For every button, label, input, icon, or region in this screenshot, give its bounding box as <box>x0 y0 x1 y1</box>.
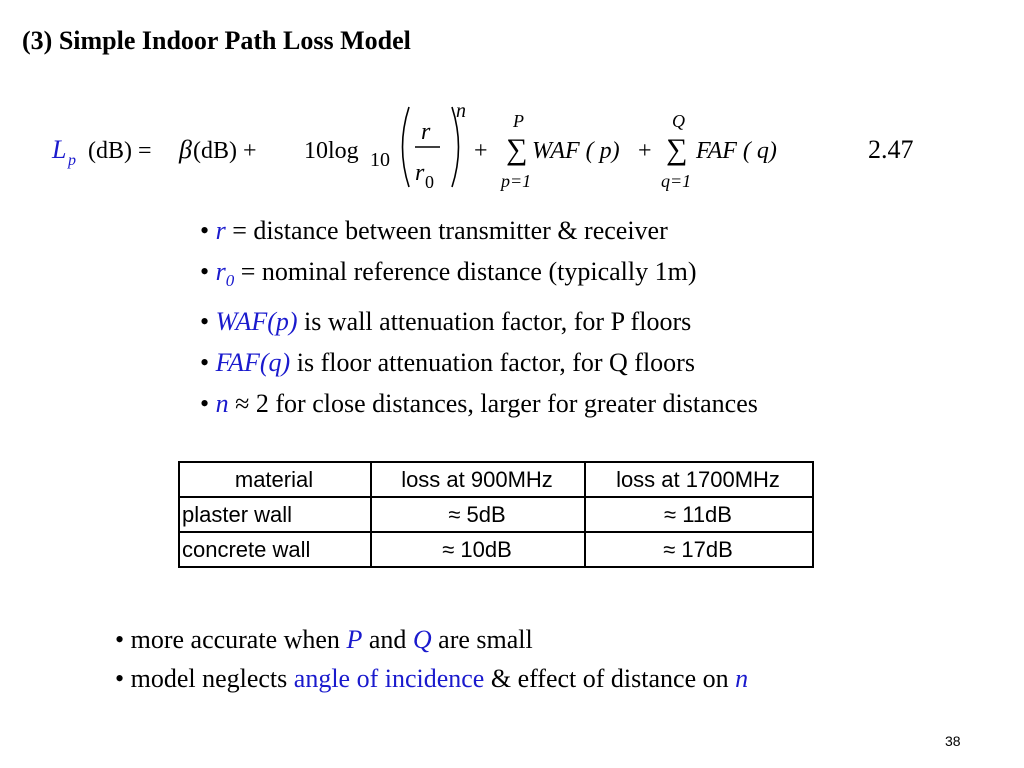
bullet-symbol: r <box>215 257 226 286</box>
table-header-cell: loss at 900MHz <box>371 462 585 497</box>
note-item <box>115 659 748 698</box>
sum2-upper: Q <box>672 111 685 131</box>
lhs-subscript: p <box>68 152 76 169</box>
sum1-upper: P <box>513 111 524 131</box>
bullet-item: • $r_0$ = nominal reference distance (typically 1m) <box>200 257 697 291</box>
waf-term: WAF ( p) <box>532 138 620 164</box>
fraction-numerator: r <box>421 119 431 145</box>
beta-symbol: β <box>179 135 192 164</box>
table-cell: plaster wall <box>179 497 371 532</box>
loss-table <box>178 461 814 568</box>
equation-number: 2.47 <box>868 135 914 164</box>
log-text: 10log <box>304 138 359 164</box>
note-text: • model neglects <box>115 664 294 693</box>
note-text: • more accurate when <box>115 625 347 654</box>
fraction-denominator-sub: 0 <box>425 172 434 192</box>
table-header-cell: material <box>179 462 371 497</box>
table-row <box>179 497 813 532</box>
bullet-text: is floor attenuation factor, for Q floors <box>290 348 695 378</box>
note-text: are small <box>431 625 533 654</box>
lhs-symbol: L <box>52 135 67 164</box>
note-symbol: Q <box>412 625 432 654</box>
bullet-item: • n ≈ 2 for close distances, larger for greater distances <box>200 389 758 419</box>
bullet-text: is wall attenuation factor, for P floors <box>297 307 692 337</box>
note-item <box>115 620 748 659</box>
bullet-symbol: WAF(p) <box>215 307 298 337</box>
log-base: 10 <box>370 149 390 171</box>
note-symbol: n <box>735 664 749 693</box>
table-cell: ≈ 5dB <box>371 497 585 532</box>
table-cell: ≈ 10dB <box>371 532 585 567</box>
sum1-sigma-icon: ∑ <box>506 133 528 166</box>
left-paren-icon <box>403 107 410 187</box>
page-number: 38 <box>945 733 961 749</box>
table-header-cell: loss at 1700MHz <box>585 462 813 497</box>
sum2-lower: q=1 <box>661 171 692 191</box>
bullet-symbol: FAF(q) <box>215 348 291 378</box>
note-symbol: P <box>346 625 363 654</box>
table-row <box>179 532 813 567</box>
bullet-text: = nominal reference distance (typically 1m) <box>234 257 697 286</box>
beta-rest: (dB) + <box>193 138 263 164</box>
bullet-item: • WAF(p) is wall attenuation factor, for P floors <box>200 307 692 337</box>
table-cell: ≈ 11dB <box>585 497 813 532</box>
table-cell: ≈ 17dB <box>585 532 813 567</box>
bullet-symbol: r <box>215 216 226 245</box>
sum2-sigma-icon: ∑ <box>666 133 688 166</box>
note-highlight: angle of incidence <box>293 664 485 693</box>
table-header-row <box>179 462 813 497</box>
definition-list <box>200 210 758 424</box>
bullet-item: • FAF(q) is floor attenuation factor, for Q floors <box>200 348 695 378</box>
notes-list <box>115 620 748 698</box>
bullet-symbol: n <box>215 389 229 419</box>
note-text: & effect of distance on <box>484 664 736 693</box>
sum1-lower: p=1 <box>501 171 532 191</box>
note-text: and <box>362 625 413 654</box>
fraction-denominator: r <box>415 160 425 186</box>
plus-sign-2: + <box>638 138 652 164</box>
bullet-symbol-sub: 0 <box>225 271 235 291</box>
bullet-text: ≈ 2 for close distances, larger for greater distances <box>228 389 758 419</box>
plus-sign: + <box>474 138 488 164</box>
exponent: n <box>456 100 466 122</box>
faf-term: FAF ( q) <box>696 138 777 164</box>
table-cell: concrete wall <box>179 532 371 567</box>
bullet-item: • r = distance between transmitter & receiver <box>200 216 668 245</box>
lhs-rest: (dB) = <box>88 138 158 164</box>
slide-title: (3) Simple Indoor Path Loss Model <box>22 26 411 55</box>
bullet-text: = distance between transmitter & receiver <box>225 216 668 245</box>
